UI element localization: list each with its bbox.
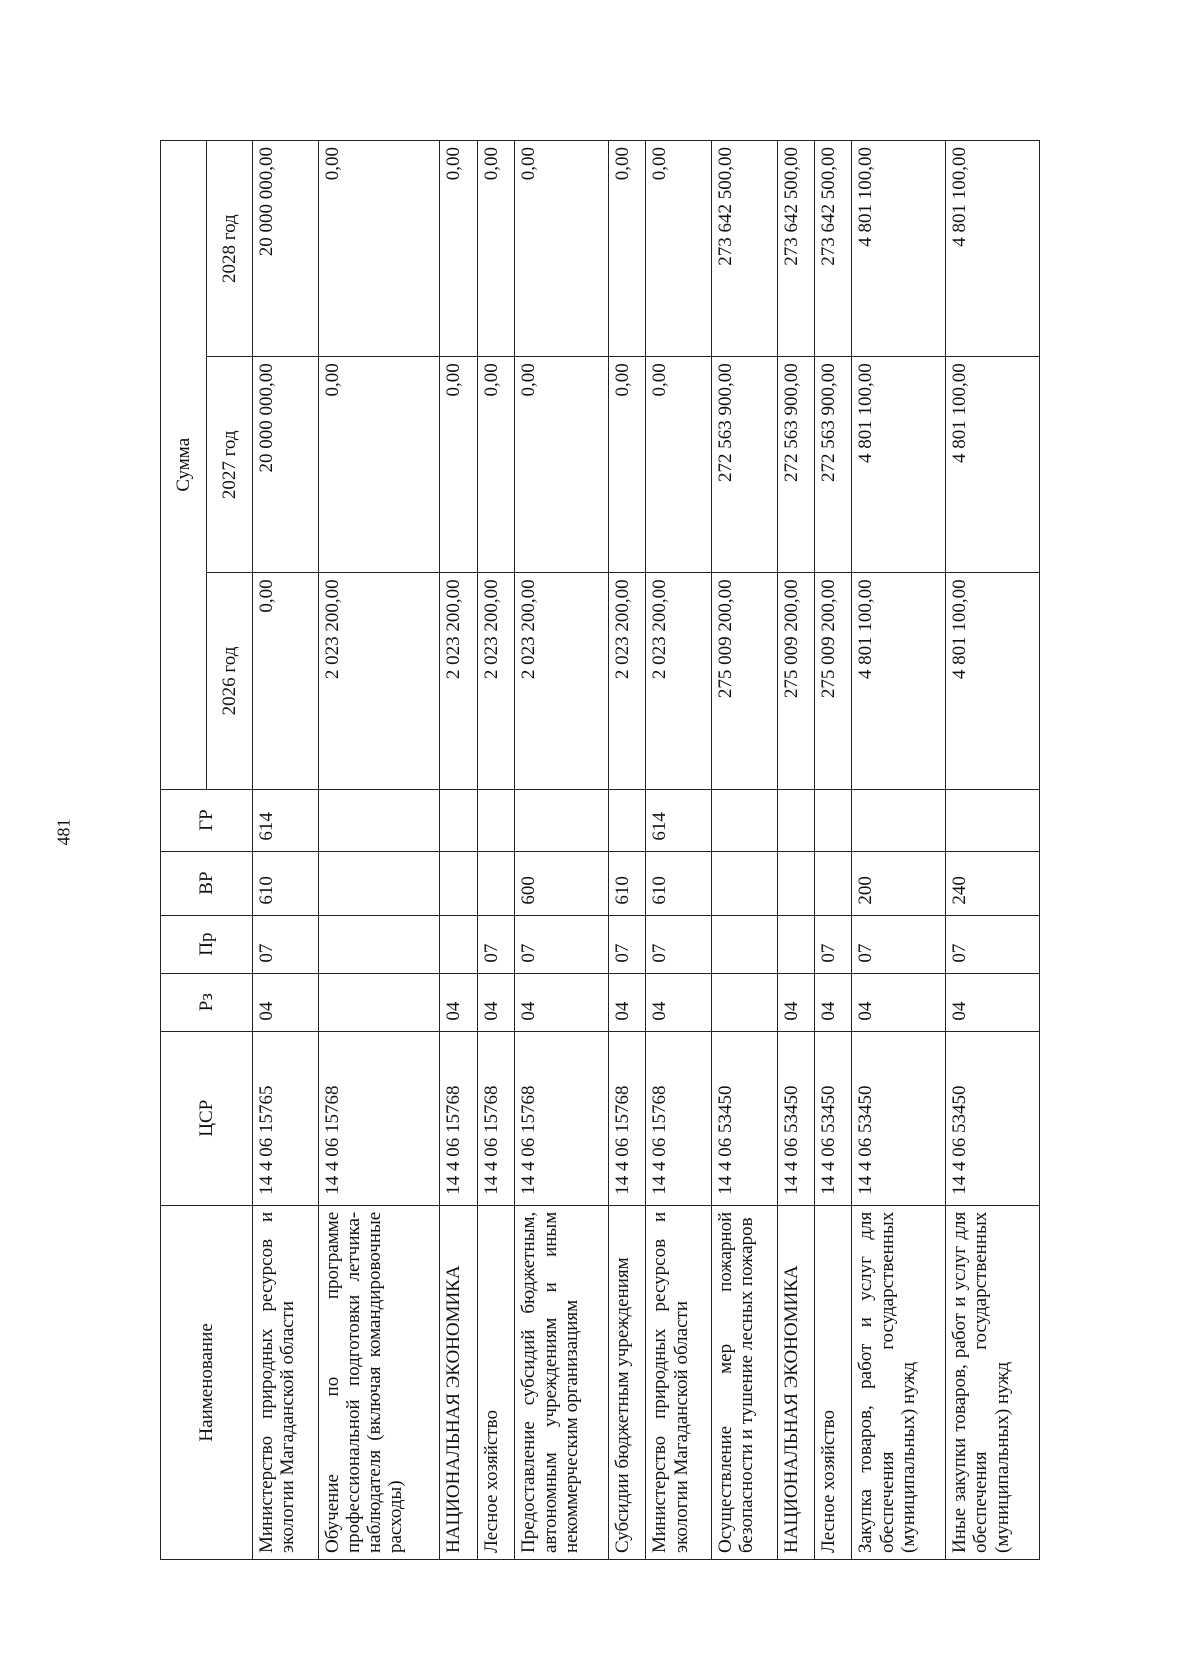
cell-gr: [815, 789, 852, 851]
cell-pr: 07: [646, 915, 712, 973]
cell-vr: [815, 851, 852, 915]
cell-name: Министерство природных ресурсов и экологии Магаданской области: [253, 1205, 319, 1559]
cell-2027: 0,00: [609, 357, 646, 573]
cell-2028: 0,00: [440, 141, 477, 357]
cell-gr: [777, 789, 814, 851]
cell-rz: 04: [946, 973, 1040, 1031]
cell-name: Лесное хозяйство: [815, 1205, 852, 1559]
cell-2027: 0,00: [440, 357, 477, 573]
header-rz: Рз: [161, 973, 253, 1031]
header-gr: ГР: [161, 789, 253, 851]
cell-vr: [318, 851, 440, 915]
cell-2028: 0,00: [515, 141, 609, 357]
cell-csr: 14 4 06 15768: [318, 1031, 440, 1205]
cell-rz: 04: [852, 973, 946, 1031]
rotated-table-wrapper: [160, 140, 1040, 1560]
cell-gr: 614: [253, 789, 319, 851]
cell-2027: 272 563 900,00: [712, 357, 778, 573]
cell-pr: [318, 915, 440, 973]
table-row: [515, 141, 609, 1560]
cell-rz: [712, 973, 778, 1031]
header-vr: ВР: [161, 851, 253, 915]
cell-csr: 14 4 06 15768: [515, 1031, 609, 1205]
cell-csr: 14 4 06 15768: [646, 1031, 712, 1205]
cell-pr: 07: [253, 915, 319, 973]
cell-rz: [318, 973, 440, 1031]
cell-name: НАЦИОНАЛЬНАЯ ЭКОНОМИКА: [440, 1205, 477, 1559]
table-row: [609, 141, 646, 1560]
page-number-text: 481: [53, 818, 74, 846]
cell-pr: [440, 915, 477, 973]
cell-gr: [712, 789, 778, 851]
cell-vr: [777, 851, 814, 915]
cell-2026: 0,00: [253, 573, 319, 789]
cell-rz: 04: [777, 973, 814, 1031]
page-number: [48, 812, 80, 852]
table-row: [646, 141, 712, 1560]
cell-vr: 600: [515, 851, 609, 915]
cell-gr: [609, 789, 646, 851]
cell-csr: 14 4 06 15768: [440, 1031, 477, 1205]
cell-2027: 0,00: [318, 357, 440, 573]
cell-rz: 04: [646, 973, 712, 1031]
cell-2027: 4 801 100,00: [852, 357, 946, 573]
table-row: [946, 141, 1040, 1560]
cell-name: Закупка товаров, работ и услуг для обеспечения государственных (муниципальных) нужд: [852, 1205, 946, 1559]
cell-vr: [440, 851, 477, 915]
table-row: [815, 141, 852, 1560]
cell-gr: [946, 789, 1040, 851]
cell-gr: [515, 789, 609, 851]
cell-2026: 275 009 200,00: [712, 573, 778, 789]
cell-2026: 4 801 100,00: [852, 573, 946, 789]
cell-csr: 14 4 06 15768: [609, 1031, 646, 1205]
cell-2026: 4 801 100,00: [946, 573, 1040, 789]
cell-pr: [777, 915, 814, 973]
cell-2027: 0,00: [477, 357, 514, 573]
cell-csr: 14 4 06 53450: [815, 1031, 852, 1205]
header-2027: 2027 год: [207, 357, 253, 573]
cell-rz: 04: [515, 973, 609, 1031]
cell-csr: 14 4 06 53450: [852, 1031, 946, 1205]
cell-rz: 04: [609, 973, 646, 1031]
table-row: [440, 141, 477, 1560]
cell-2027: 272 563 900,00: [777, 357, 814, 573]
cell-csr: 14 4 06 53450: [946, 1031, 1040, 1205]
cell-rz: 04: [253, 973, 319, 1031]
cell-name: Лесное хозяйство: [477, 1205, 514, 1559]
header-name: Наименование: [161, 1205, 253, 1559]
cell-2026: 2 023 200,00: [440, 573, 477, 789]
cell-name: НАЦИОНАЛЬНАЯ ЭКОНОМИКА: [777, 1205, 814, 1559]
cell-2027: 0,00: [515, 357, 609, 573]
budget-table: [160, 140, 1040, 1560]
cell-2028: 0,00: [609, 141, 646, 357]
cell-2027: 272 563 900,00: [815, 357, 852, 573]
cell-name: Обучение по программе профессиональной подготовки летчика-наблюдателя (включая командировочные расходы): [318, 1205, 440, 1559]
cell-name: Осуществление мер пожарной безопасности и тушение лесных пожаров: [712, 1205, 778, 1559]
cell-gr: [440, 789, 477, 851]
cell-2028: 0,00: [646, 141, 712, 357]
cell-2028: 273 642 500,00: [777, 141, 814, 357]
cell-rz: 04: [815, 973, 852, 1031]
cell-vr: 610: [253, 851, 319, 915]
cell-vr: 610: [609, 851, 646, 915]
cell-pr: 07: [515, 915, 609, 973]
table-body: [253, 141, 1040, 1560]
cell-vr: [477, 851, 514, 915]
cell-2026: 2 023 200,00: [609, 573, 646, 789]
cell-2027: 20 000 000,00: [253, 357, 319, 573]
cell-csr: 14 4 06 15768: [477, 1031, 514, 1205]
cell-2026: 275 009 200,00: [777, 573, 814, 789]
cell-gr: [318, 789, 440, 851]
cell-csr: 14 4 06 53450: [777, 1031, 814, 1205]
cell-2028: 4 801 100,00: [946, 141, 1040, 357]
header-pr: Пр: [161, 915, 253, 973]
cell-2026: 2 023 200,00: [477, 573, 514, 789]
header-2028: 2028 год: [207, 141, 253, 357]
cell-vr: 610: [646, 851, 712, 915]
cell-gr: [852, 789, 946, 851]
header-csr: ЦСР: [161, 1031, 253, 1205]
cell-gr: 614: [646, 789, 712, 851]
cell-2027: 4 801 100,00: [946, 357, 1040, 573]
cell-pr: [712, 915, 778, 973]
cell-name: Предоставление субсидий бюджетным, автономным учреждениям и иным некоммерческим организациям: [515, 1205, 609, 1559]
cell-name: Субсидии бюджетным учреждениям: [609, 1205, 646, 1559]
cell-pr: 07: [946, 915, 1040, 973]
cell-vr: [712, 851, 778, 915]
table-row: [777, 141, 814, 1560]
table-row: [253, 141, 319, 1560]
cell-vr: 240: [946, 851, 1040, 915]
header-2026: 2026 год: [207, 573, 253, 789]
cell-2028: 273 642 500,00: [815, 141, 852, 357]
cell-gr: [477, 789, 514, 851]
header-sum: Сумма: [161, 141, 207, 790]
cell-2027: 0,00: [646, 357, 712, 573]
cell-name: Министерство природных ресурсов и экологии Магаданской области: [646, 1205, 712, 1559]
table-row: [712, 141, 778, 1560]
cell-vr: 200: [852, 851, 946, 915]
cell-rz: 04: [477, 973, 514, 1031]
cell-name: Иные закупки товаров, работ и услуг для обеспечения государственных (муниципальных) нужд: [946, 1205, 1040, 1559]
cell-csr: 14 4 06 15765: [253, 1031, 319, 1205]
table-row: [477, 141, 514, 1560]
table-row: [318, 141, 440, 1560]
cell-2028: 273 642 500,00: [712, 141, 778, 357]
cell-2026: 275 009 200,00: [815, 573, 852, 789]
cell-2028: 0,00: [318, 141, 440, 357]
cell-2028: 4 801 100,00: [852, 141, 946, 357]
table-header: [161, 141, 253, 1560]
cell-2028: 0,00: [477, 141, 514, 357]
cell-2026: 2 023 200,00: [318, 573, 440, 789]
table-row: [852, 141, 946, 1560]
cell-pr: 07: [852, 915, 946, 973]
cell-pr: 07: [477, 915, 514, 973]
cell-pr: 07: [815, 915, 852, 973]
cell-pr: 07: [609, 915, 646, 973]
cell-2028: 20 000 000,00: [253, 141, 319, 357]
cell-2026: 2 023 200,00: [515, 573, 609, 789]
cell-2026: 2 023 200,00: [646, 573, 712, 789]
cell-csr: 14 4 06 53450: [712, 1031, 778, 1205]
cell-rz: 04: [440, 973, 477, 1031]
